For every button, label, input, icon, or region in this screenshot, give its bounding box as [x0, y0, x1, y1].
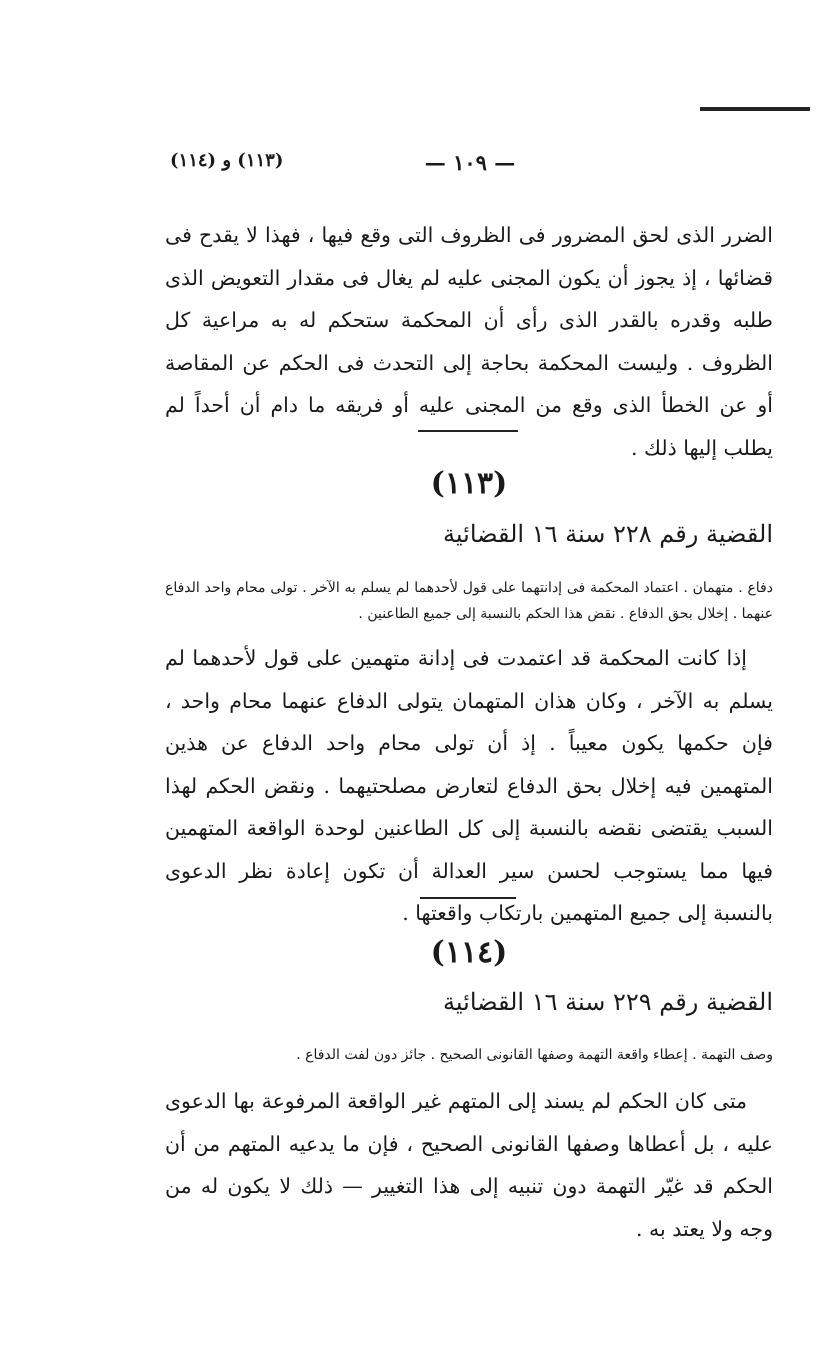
case-ruling: متى كان الحكم لم يسند إلى المتهم غير الواقعة المرفوعة بها الدعوى عليه ، بل أعطاها وصفها القانونى الصحيح ، فإن ما يدعيه المتهم من أن الحكم قد غيّر التهمة دون تنبيه إلى هذا التغيير — ذلك لا يكون له من وجه ولا يعتد به . [165, 1089, 773, 1241]
page-number: — ١٠٩ — [424, 150, 516, 175]
case-ruling: إذا كانت المحكمة قد اعتمدت فى إدانة متهمين على قول لأحدهما لم يسلم به الآخر ، وكان هذان المتهمان يتولى الدفاع عنهما محام واحد ، فإن حكمها يكون معيباً . إذ أن تولى محام واحد الدفاع عن هذين المتهمين فيه إخلال بحق الدفاع لتعارض مصلحتيهما . ونقض الحكم لهذا السبب يقتضى نقضه بالنسبة إلى كل الطاعنين لوحدة الواقعة المتهمين فيها مما يستوجب لحسن سير العدالة أن تكون إعادة نظر الدعوى بالنسبة إلى جميع المتهمين بارتكاب واقعتها . [165, 646, 773, 925]
page-edge-rule [700, 107, 810, 111]
section-divider [418, 430, 518, 432]
header-case-range: (١١٣) و (١١٤) [170, 150, 284, 171]
page-header [170, 150, 770, 180]
case-number: (١١٤) [430, 935, 508, 970]
case-reference: القضية رقم ٢٢٨ سنة ١٦ القضائية [443, 520, 773, 548]
case-summary: دفاع . متهمان . اعتماد المحكمة فى إدانتهما على قول لأحدهما لم يسلم به الآخر . تولى محام واحد الدفاع عنهما . إخلال بحق الدفاع . نقض هذا الحكم بالنسبة إلى جميع الطاعنين . [165, 580, 773, 622]
case-reference: القضية رقم ٢٢٩ سنة ١٦ القضائية [443, 988, 773, 1016]
case-summary: وصف التهمة . إعطاء واقعة التهمة وصفها القانونى الصحيح . جائز دون لفت الدفاع . [296, 1047, 773, 1063]
section-divider [420, 897, 516, 899]
intro-paragraph: الضرر الذى لحق المضرور فى الظروف التى وقع فيها ، فهذا لا يقدح فى قضائها ، إذ يجوز أن يكون المجنى عليه لم يغال فى مقدار التعويض الذى طلبه وقدره بالقدر الذى رأى أن المحكمة ستحكم له به مراعية كل الظروف . وليست المحكمة بحاجة إلى التحدث فى الحكم عن المقاصة أو عن الخطأ الذى وقع من المجنى عليه أو فريقه ما دام أن أحداً لم يطلب إليها ذلك . [165, 223, 773, 460]
case-number: (١١٣) [430, 466, 508, 501]
